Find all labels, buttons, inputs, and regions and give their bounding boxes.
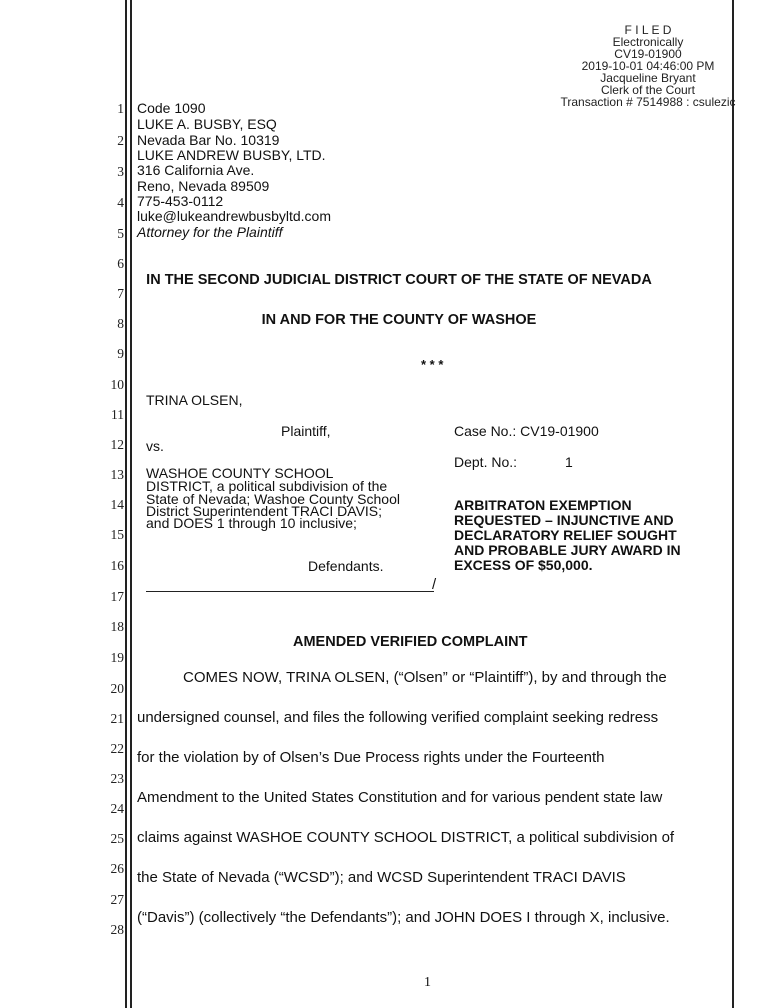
line-number: 24: [110, 801, 124, 816]
attorney-firm: LUKE ANDREW BUSBY, LTD.: [137, 147, 326, 163]
body-line: undersigned counsel, and files the following verified complaint seeking redress: [137, 709, 659, 726]
line-number: 2: [117, 133, 124, 148]
defendants-label: Defendants.: [308, 558, 384, 574]
line-number: 8: [117, 316, 124, 331]
court-heading: IN THE SECOND JUDICIAL DISTRICT COURT OF THE STATE OF NEVADA: [146, 272, 652, 288]
line-number: 9: [117, 346, 124, 361]
notice-line: DECLARATORY RELIEF SOUGHT: [454, 527, 677, 543]
line-number: 13: [110, 467, 124, 482]
section-stars: * * *: [421, 357, 444, 372]
attorney-phone: 775-453-0112: [137, 193, 224, 209]
line-number: 26: [110, 861, 124, 876]
stamp-line: Electronically: [612, 35, 684, 49]
defendant-line: WASHOE COUNTY SCHOOL: [146, 465, 334, 481]
line-number: 4: [117, 195, 124, 210]
line-number: 14: [110, 497, 124, 512]
line-number: 1: [117, 101, 124, 116]
right-margin-rule: [732, 0, 734, 1008]
body-line: for the violation by of Olsen’s Due Process rights under the Fourteenth: [137, 749, 605, 766]
case-number: Case No.: CV19-01900: [454, 423, 599, 439]
line-number: 17: [110, 589, 124, 604]
dept-value: 1: [565, 454, 573, 470]
defendant-line: DISTRICT, a political subdivision of the: [146, 478, 388, 494]
line-number: 5: [117, 226, 124, 241]
left-margin-rule-inner: [130, 0, 132, 1008]
document-title: AMENDED VERIFIED COMPLAINT: [293, 634, 528, 650]
stamp-line: F I L E D: [624, 23, 672, 37]
notice-line: REQUESTED – INJUNCTIVE AND: [454, 512, 674, 528]
notice-line: AND PROBABLE JURY AWARD IN: [454, 542, 681, 558]
line-number: 28: [110, 922, 124, 937]
plaintiff-name: TRINA OLSEN,: [146, 392, 243, 408]
line-number: 27: [110, 892, 124, 907]
line-number: 7: [117, 286, 124, 301]
body-line: (“Davis”) (collectively “the Defendants”); and JOHN DOES I through X, inclusive.: [137, 909, 670, 926]
county-heading: IN AND FOR THE COUNTY OF WASHOE: [261, 312, 537, 328]
defendant-line: State of Nevada; Washoe County School: [146, 491, 400, 507]
plaintiff-label: Plaintiff,: [281, 423, 331, 439]
defendant-line: and DOES 1 through 10 inclusive;: [146, 515, 357, 531]
line-number: 11: [111, 407, 124, 422]
attorney-bar-number: Nevada Bar No. 10319: [137, 132, 280, 148]
attorney-role: Attorney for the Plaintiff: [137, 224, 283, 240]
line-number: 25: [110, 831, 124, 846]
left-margin-rule-outer: [125, 0, 127, 1008]
line-number: 20: [110, 681, 124, 696]
line-number: 6: [117, 256, 124, 271]
attorney-city: Reno, Nevada 89509: [137, 178, 270, 194]
caption-underline: [146, 591, 434, 592]
line-number: 10: [110, 377, 124, 392]
stamp-line: 2019-10-01 04:46:00 PM: [581, 59, 715, 73]
attorney-email: luke@lukeandrewbusbyltd.com: [137, 208, 331, 224]
line-number: 22: [110, 741, 124, 756]
line-number: 15: [110, 527, 124, 542]
line-number: 19: [110, 650, 124, 665]
file-stamp: [548, 24, 748, 108]
line-number: 12: [110, 437, 124, 452]
body-line: the State of Nevada (“WCSD”); and WCSD Superintendent TRACI DAVIS: [137, 869, 626, 886]
caption-slash: /: [432, 576, 437, 593]
dept-label: Dept. No.:: [454, 454, 518, 470]
stamp-line: Clerk of the Court: [600, 83, 696, 97]
page-number: 1: [424, 975, 431, 990]
stamp-line: Transaction # 7514988 : csulezic: [560, 95, 736, 109]
versus-label: vs.: [146, 438, 164, 454]
notice-line: EXCESS OF $50,000.: [454, 557, 593, 573]
body-line: claims against WASHOE COUNTY SCHOOL DISTRICT, a political subdivision of: [137, 829, 675, 846]
attorney-name: LUKE A. BUSBY, ESQ: [137, 116, 277, 132]
stamp-line: CV19-01900: [614, 47, 682, 61]
attorney-street: 316 California Ave.: [137, 162, 255, 178]
body-line: COMES NOW, TRINA OLSEN, (“Olsen” or “Plaintiff”), by and through the: [183, 669, 667, 686]
line-number: 18: [110, 619, 124, 634]
notice-line: ARBITRATON EXEMPTION: [454, 497, 632, 513]
defendant-line: District Superintendent TRACI DAVIS;: [146, 503, 383, 519]
stamp-line: Jacqueline Bryant: [600, 71, 696, 85]
attorney-code: Code 1090: [137, 100, 206, 116]
body-line: Amendment to the United States Constitution and for various pendent state law: [137, 789, 663, 806]
line-number: 3: [117, 164, 124, 179]
line-number: 23: [110, 771, 124, 786]
line-number: 21: [110, 711, 124, 726]
line-number: 16: [110, 558, 124, 573]
